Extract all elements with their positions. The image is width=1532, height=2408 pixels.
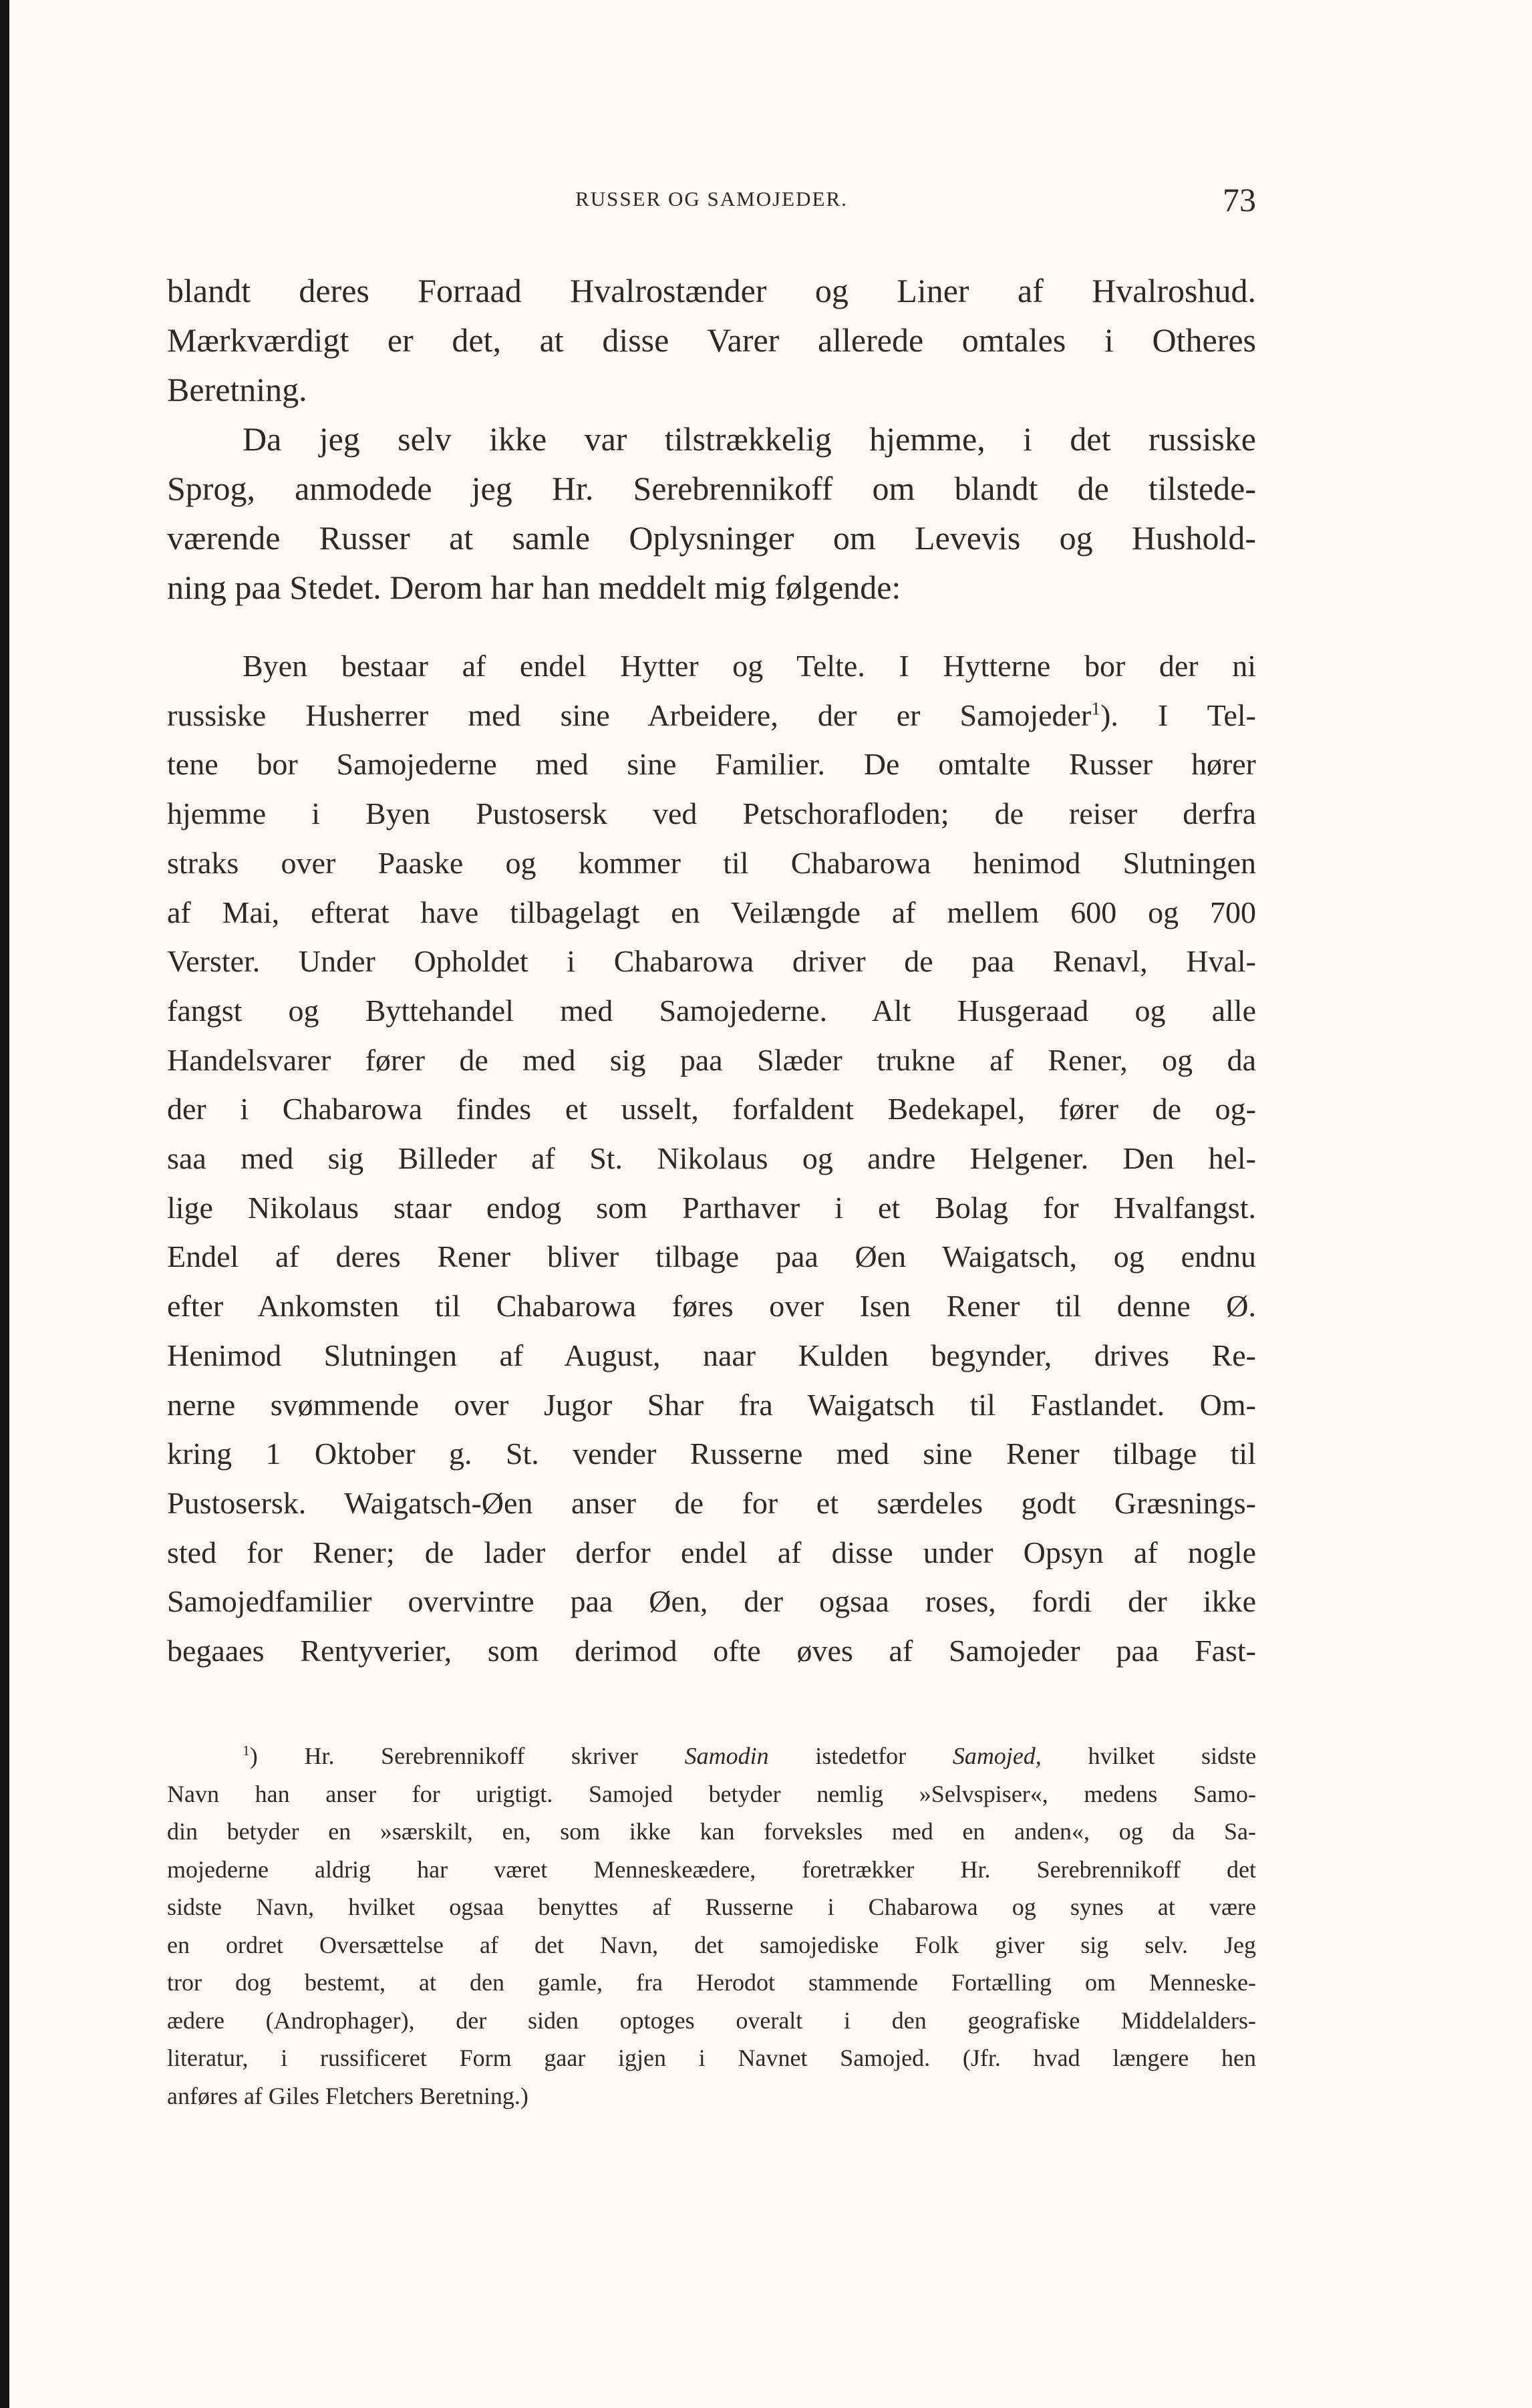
text-line: begaaes Rentyverier, som derimod ofte øves af Samojeder paa Fast- xyxy=(167,1634,1256,1668)
footnote-line: en ordret Oversættelse af det Navn, det samojediske Folk giver sig selv. Jeg xyxy=(167,1931,1256,1958)
text-line: Pustosersk. Waigatsch-Øen anser de for et særdeles godt Græsnings- xyxy=(167,1485,1256,1520)
text-line: Sprog, anmodede jeg Hr. Serebrennikoff om blandt de tilstede- xyxy=(167,470,1256,507)
text-line: Mærkværdigt er det, at disse Varer allerede omtales i Otheres xyxy=(167,321,1256,359)
main-text-block xyxy=(167,266,1256,612)
page-header xyxy=(167,180,1256,234)
footnote-line: sidste Navn, hvilket ogsaa benyttes af Russerne i Chabarowa og synes at være xyxy=(167,1894,1256,1920)
text-line: Beretning. xyxy=(167,371,307,408)
footnote-line: din betyder en »særskilt, en, som ikke kan forveksles med en anden«, og da Sa- xyxy=(167,1818,1256,1845)
text-line: straks over Paaske og kommer til Chabarowa henimod Slutningen xyxy=(167,845,1256,880)
text-line: saa med sig Billeder af St. Nikolaus og andre Helgener. Den hel- xyxy=(167,1141,1256,1176)
text-line: kring 1 Oktober g. St. vender Russerne med sine Rener tilbage til xyxy=(167,1437,1256,1471)
footnote-line: tror dog bestemt, at den gamle, fra Herodot stammende Fortælling om Menneske- xyxy=(167,1969,1256,1996)
footnote-line: mojederne aldrig har været Menneskeædere, foretrækker Hr. Serebrennikoff det xyxy=(167,1855,1256,1883)
text-line: af Mai, efterat have tilbagelagt en Veilængde af mellem 600 og 700 xyxy=(167,895,1256,929)
text-line: efter Ankomsten til Chabarowa føres over Isen Rener til denne Ø. xyxy=(167,1289,1256,1324)
text-line: Samojedfamilier overvintre paa Øen, der ogsaa roses, fordi der ikke xyxy=(167,1584,1256,1619)
text-line: Handelsvarer fører de med sig paa Slæder trukne af Rener, og da xyxy=(167,1042,1256,1077)
italic-term: Samodin xyxy=(684,1743,769,1769)
footnote-line: anføres af Giles Fletchers Beretning.) xyxy=(167,2082,528,2109)
text-line: blandt deres Forraad Hvalrostænder og Liner af Hvalroshud. xyxy=(167,272,1256,309)
footnote-line: ædere (Androphager), der siden optoges overalt i den geografiske Middelalders- xyxy=(167,2006,1256,2034)
text-line: fangst og Byttehandel med Samojederne. Alt Husgeraad og alle xyxy=(167,993,1256,1028)
footnote-marker: 1 xyxy=(243,1743,250,1759)
text-line: Da jeg selv ikke var tilstrækkelig hjemme, i det russiske xyxy=(243,420,1256,458)
italic-term: Samojed, xyxy=(952,1743,1042,1769)
footnote-line: literatur, i russificeret Form gaar igjen i Navnet Samojed. (Jfr. hvad længere hen xyxy=(167,2045,1256,2071)
text-line: tene bor Samojederne med sine Familier. De omtalte Russer hører xyxy=(167,747,1256,782)
footnote-first-line xyxy=(167,1737,1256,1775)
text-line: værende Russer at samle Oplysninger om Levevis og Hushold- xyxy=(167,519,1256,557)
text-line: Byen bestaar af endel Hytter og Telte. I Hytterne bor der ni xyxy=(243,649,1256,683)
text-line: lige Nikolaus staar endog som Parthaver i et Bolag for Hvalfangst. xyxy=(167,1190,1256,1225)
text-line: Endel af deres Rener bliver tilbage paa Øen Waigatsch, og endnu xyxy=(167,1239,1256,1274)
text-fragment: ). I Tel- xyxy=(1100,698,1256,732)
scan-edge-shadow xyxy=(0,0,9,2408)
text-fragment: russiske Husherrer med sine Arbeidere, der er Samojeder xyxy=(167,698,1092,732)
footnote xyxy=(167,1737,1256,2115)
text-fragment: Hr. Serebrennikoff skriver xyxy=(304,1743,638,1769)
report-text-block xyxy=(167,641,1256,1676)
text-line: hjemme i Byen Pustosersk ved Petschorafloden; de reiser derfra xyxy=(167,796,1256,831)
footnote-marker-paren: ) xyxy=(249,1743,258,1769)
text-line: nerne svømmende over Jugor Shar fra Waigatsch til Fastlandet. Om- xyxy=(167,1387,1256,1422)
text-line: sted for Rener; de lader derfor endel af disse under Opsyn af nogle xyxy=(167,1535,1256,1569)
text-line: der i Chabarowa findes et usselt, forfaldent Bedekapel, fører de og- xyxy=(167,1092,1256,1126)
text-line: Verster. Under Opholdet i Chabarowa driver de paa Renavl, Hval- xyxy=(167,944,1256,979)
text-fragment: hvilket sidste xyxy=(1088,1743,1257,1769)
running-head: RUSSER OG SAMOJEDER. xyxy=(575,187,848,210)
text-line-with-footnote-ref xyxy=(167,691,1256,740)
footnote-line: Navn han anser for urigtigt. Samojed betyder nemlig »Selvspiser«, medens Samo- xyxy=(167,1780,1256,1807)
footnote-reference[interactable]: 1 xyxy=(1091,698,1101,719)
text-line: Henimod Slutningen af August, naar Kulden begynder, drives Re- xyxy=(167,1338,1256,1372)
page-number: 73 xyxy=(1223,181,1256,218)
text-fragment: istedetfor xyxy=(815,1743,907,1769)
text-line: ning paa Stedet. Derom har han meddelt mig følgende: xyxy=(167,569,901,606)
